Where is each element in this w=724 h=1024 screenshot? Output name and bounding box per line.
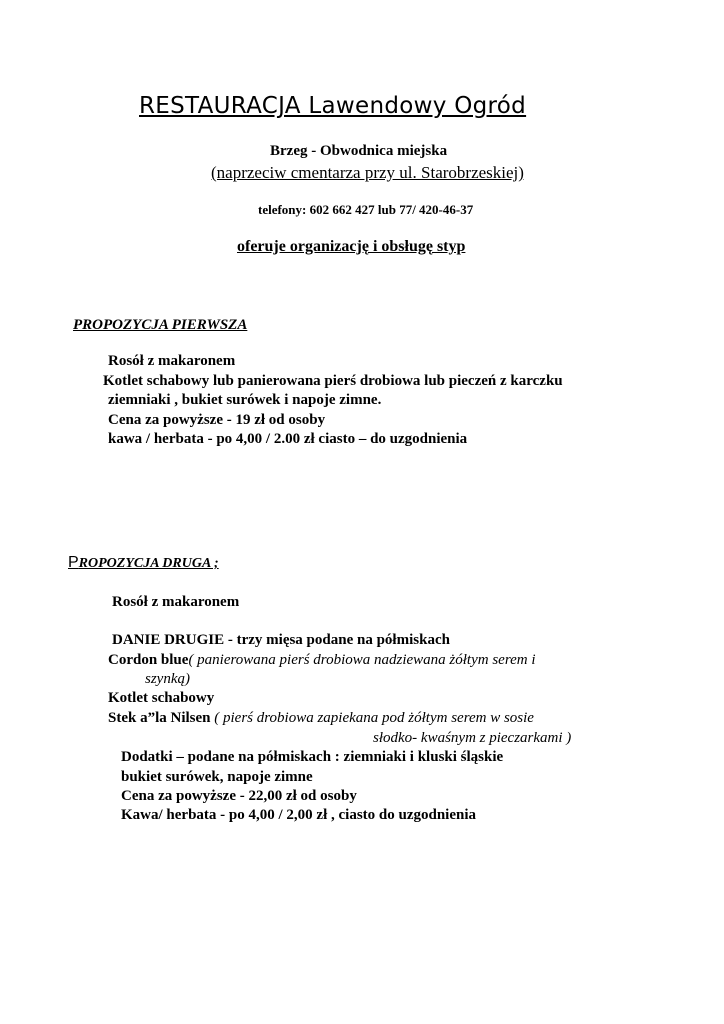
proposal-two-stek [108, 710, 534, 727]
proposal-two-extras: Dodatki – podane na półmiskach : ziemniaki i kluski śląskie [121, 749, 504, 765]
proposal-one-line: Kotlet schabowy lub panierowana pierś drobiowa lub pieczeń z karczku [103, 373, 563, 389]
proposal-two-heading-initial: P [68, 554, 79, 571]
restaurant-title [106, 93, 526, 119]
proposal-two-soup: Rosół z makaronem [112, 594, 240, 610]
cordon-description-cont: szynką) [145, 671, 190, 687]
proposal-two-heading [68, 554, 219, 572]
stek-name: Stek a”la Nilsen [108, 710, 211, 726]
proposal-two-cordon [108, 652, 536, 669]
proposal-one-line: Rosół z makaronem [108, 353, 236, 369]
phone-numbers: telefony: 602 662 427 lub 77/ 420-46-37 [258, 202, 474, 217]
restaurant-title-text: RESTAURACJA Lawendowy Ogród [139, 93, 527, 119]
proposal-two-heading-text: ROPOZYCJA DRUGA ; [78, 556, 219, 571]
cordon-name: Cordon blue [108, 652, 189, 668]
proposal-one-heading: PROPOZYCJA PIERWSZA [73, 317, 248, 333]
proposal-two-main-course: DANIE DRUGIE - trzy mięsa podane na półmiskach [112, 632, 450, 648]
proposal-one-line: kawa / herbata - po 4,00 / 2.00 zł ciasto – do uzgodnienia [108, 431, 468, 447]
proposal-two-coffee: Kawa/ herbata - po 4,00 / 2,00 zł , ciasto do uzgodnienia [121, 807, 477, 823]
proposal-two-price: Cena za powyższe - 22,00 zł od osoby [121, 788, 357, 804]
proposal-one-line: ziemniaki , bukiet surówek i napoje zimne. [108, 392, 382, 408]
proposal-two-schabowy: Kotlet schabowy [108, 690, 215, 706]
address-note: (naprzeciw cmentarza przy ul. Starobrzeskiej) [211, 163, 524, 182]
proposal-one-line: Cena za powyższe - 19 zł od osoby [108, 412, 326, 428]
offer-line: oferuje organizację i obsługę styp [237, 238, 466, 255]
proposal-two-salads: bukiet surówek, napoje zimne [121, 769, 313, 785]
location-line: Brzeg - Obwodnica miejska [270, 143, 448, 159]
stek-description-cont: słodko- kwaśnym z pieczarkami ) [373, 730, 572, 746]
stek-description: ( pierś drobiowa zapiekana pod żółtym serem w sosie [210, 710, 534, 726]
cordon-description: ( panierowana pierś drobiowa nadziewana żółtym serem i [188, 652, 536, 668]
